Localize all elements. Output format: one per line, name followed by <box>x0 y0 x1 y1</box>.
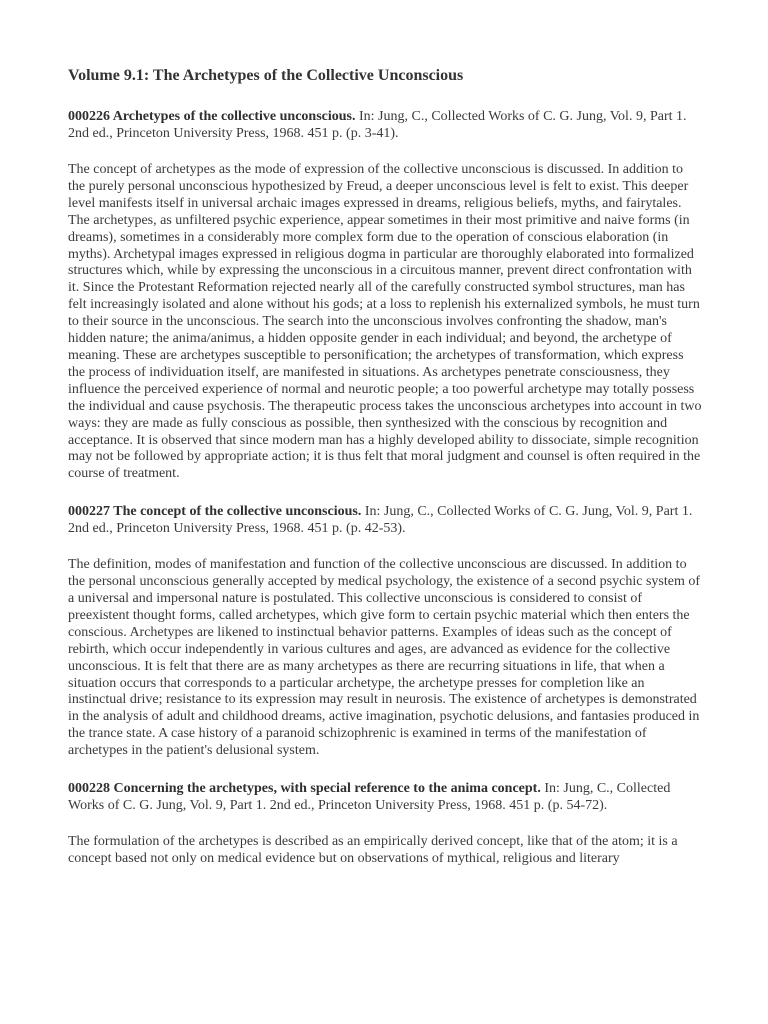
entry-reference-000227: In: Jung, C., Collected Works of C. G. Jung, Vol. 9, Part 1. 2nd ed., Princeton University Press, 1968. 451 p. (p. 42-53). <box>68 504 693 537</box>
entry-citation-000228 <box>68 780 702 814</box>
entry-abstract-000228: The formulation of the archetypes is described as an empirically derived concept, like that of the atom; it is a concept based not only on medical evidence but on observations of mythical, religious and literary <box>68 834 678 866</box>
entry-reference-000226: In: Jung, C., Collected Works of C. G. Jung, Vol. 9, Part 1. 2nd ed., Princeton University Press, 1968. 451 p. (p. 3-41). <box>68 109 687 141</box>
entry-reference-000228: In: Jung, C., Collected Works of C. G. Jung, Vol. 9, Part 1. 2nd ed., Princeton University Press, 1968. 451 p. (p. 54-72). <box>68 781 671 814</box>
entry-citation-000227 <box>68 503 702 537</box>
page-title: Volume 9.1: The Archetypes of the Collective Unconscious <box>68 67 464 84</box>
entry-abstract-000227: The definition, modes of manifestation and function of the collective unconscious are discussed. In addition to the personal unconscious generally accepted by medical psychology, the existence of a second psychic system of a universal and impersonal nature is postulated. This collective unconscious is considered to consist of preexistent thought forms, called archetypes, which give form to certain psychic material which then enters the conscious. Archetypes are likened to instinctual behavior patterns. Examples of ideas such as the concept of rebirth, which occur independently in various cultures and ages, are advanced as evidence for the collective unconscious. It is felt that there are as many archetypes as there are recurring situations in life, that when a situation occurs that corresponds to a particular archetype, the archetype presses for completion like an instinctual drive; resistance to its expression may result in neurosis. The existence of archetypes is demonstrated in the analysis of adult and childhood dreams, active imagination, psychotic delusions, and fantasies produced in the trance state. A case history of a paranoid schizophrenic is examined in terms of the manifestation of archetypes in the patient's delusional system. <box>68 557 700 759</box>
entry-heading-000226: 000226 Archetypes of the collective unconscious. <box>68 109 356 124</box>
entry-heading-000228: 000228 Concerning the archetypes, with special reference to the anima concept. <box>68 781 541 797</box>
entry-heading-000227: 000227 The concept of the collective unconscious. <box>68 504 362 520</box>
entry-citation-000226 <box>68 108 702 142</box>
entry-abstract-000226: The concept of archetypes as the mode of expression of the collective unconscious is discussed. In addition to the purely personal unconscious hypothesized by Freud, a deeper unconscious level is felt to exist. This deeper level manifests itself in universal archaic images expressed in dreams, religious beliefs, myths, and fairytales. The archetypes, as unfiltered psychic experience, appear sometimes in their most primitive and naive forms (in dreams), sometimes in a considerably more complex form due to the operation of conscious elaboration (in myths). Archetypal images expressed in religious dogma in particular are thoroughly elaborated into formalized structures which, while by expressing the unconscious in a circuitous manner, prevent direct confrontation with it. Since the Protestant Reformation rejected nearly all of the carefully constructed symbol structures, man has felt increasingly isolated and alone without his gods; at a loss to replenish his externalized symbols, he must turn to their source in the unconscious. The search into the unconscious involves confronting the shadow, man's hidden nature; the anima/animus, a hidden opposite gender in each individual; and beyond, the archetype of meaning. These are archetypes susceptible to personification; the archetypes of transformation, which express the process of individuation itself, are manifested in situations. As archetypes penetrate consciousness, they influence the perceived experience of normal and neurotic people; a too powerful archetype may totally possess the individual and cause psychosis. The therapeutic process takes the unconscious archetypes into account in two ways: they are made as fully conscious as possible, then synthesized with the conscious by recognition and acceptance. It is observed that since modern man has a highly developed ability to dissociate, simple recognition may not be followed by appropriate action; it is thus felt that moral judgment and counsel is often required in the course of treatment. <box>68 162 702 482</box>
